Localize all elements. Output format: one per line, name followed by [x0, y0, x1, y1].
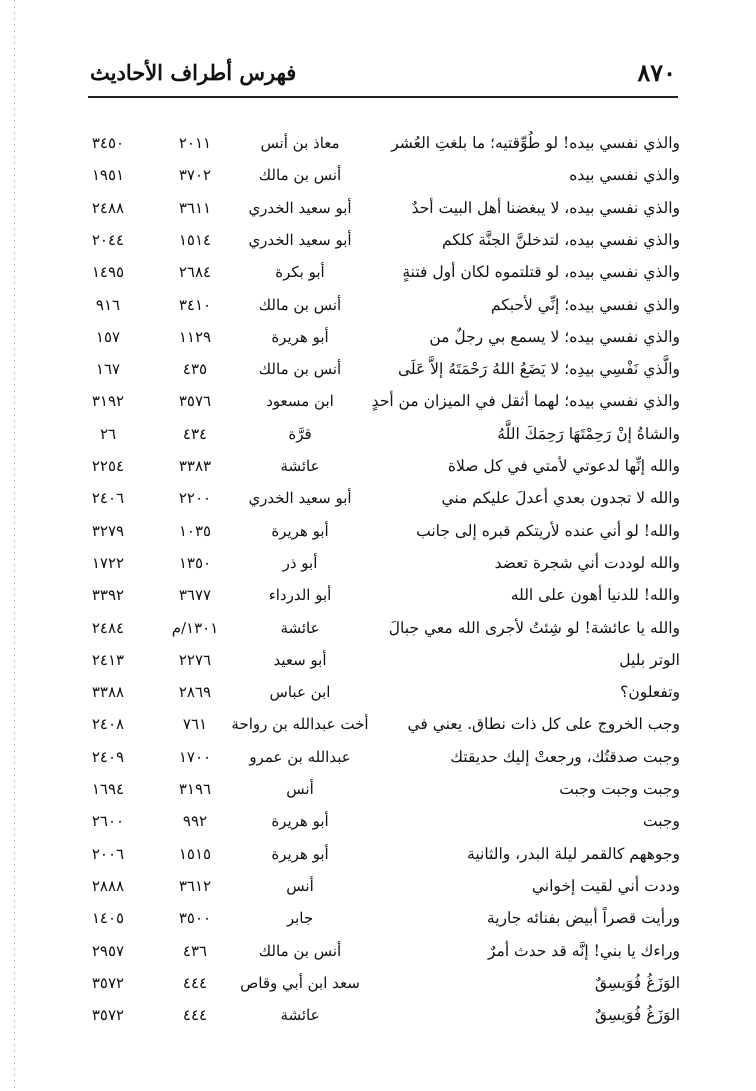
index-row [0, 128, 756, 158]
narrator-name: أنس بن مالك [258, 941, 342, 960]
hadith-text: وجوههم كالقمر ليلة البدر، والثانية [467, 844, 680, 863]
hadith-number: ٤٣٦ [182, 941, 208, 960]
page-reference: ٢٨٨٨ [91, 876, 125, 895]
page-reference: ٢٩٥٧ [91, 941, 125, 960]
hadith-text: الوَزَغُ فُوَيسِقٌ [594, 1006, 680, 1025]
page-reference: ٣٥٧٢ [91, 973, 125, 992]
narrator-name: عبدالله بن عمرو [249, 747, 351, 766]
narrator-name: عائشة [280, 1006, 320, 1025]
hadith-text: وتفعلون؟ [620, 683, 680, 702]
hadith-number: ٤٣٥ [182, 360, 208, 379]
index-row [0, 871, 756, 901]
index-row [0, 386, 756, 416]
narrator-name: أنس بن مالك [258, 166, 342, 185]
index-row [0, 645, 756, 675]
index-row [0, 548, 756, 578]
hadith-text: والَّذي نَفْسِي بيدِه؛ لا يَضَعُ اللهُ رَحْمَتَهُ إلاَّ عَلَى [397, 360, 680, 379]
narrator-name: معاذ بن أنس [260, 134, 340, 152]
hadith-text: ورأيت قصراً أبيض بفنائه جارية [486, 909, 680, 928]
page-reference: ٢٦ [99, 424, 117, 443]
narrator-name: أنس [286, 780, 314, 798]
hadith-number: ١١٢٩ [178, 327, 212, 346]
hadith-number: ١٣٠١/م [171, 618, 219, 637]
page-number: ٨٧٠ [637, 58, 676, 87]
hadith-number: ١٣٥٠ [178, 553, 212, 572]
hadith-text: وجبت صدقتُك، ورجعتْ إليك حديقتك [450, 747, 680, 766]
narrator-name: سعد ابن أبي وقاص [240, 973, 360, 992]
index-row [0, 677, 756, 707]
page-reference: ٢٤٨٤ [91, 618, 125, 637]
narrator-name: أخت عبدالله بن رواحة [231, 715, 369, 734]
page-reference: ٢٤٨٨ [91, 198, 125, 217]
index-row [0, 709, 756, 739]
index-row [0, 774, 756, 804]
index-row [0, 839, 756, 869]
hadith-text: والله لا تجدون بعدي أعدلَ عليكم مني [441, 489, 680, 508]
narrator-name: جابر [286, 909, 314, 928]
narrator-name: أنس بن مالك [258, 295, 342, 314]
page-reference: ١٤٩٥ [91, 263, 125, 282]
hadith-number: ٢٢٧٦ [178, 650, 212, 669]
index-row [0, 936, 756, 966]
page-reference: ٢٢٥٤ [91, 457, 125, 475]
hadith-number: ٢٦٨٤ [178, 263, 212, 282]
hadith-number: ٣٦١١ [178, 198, 212, 217]
narrator-name: أبو هريرة [271, 812, 329, 831]
hadith-text: وجب الخروج على كل ذات نطاق. يعني في [407, 715, 680, 734]
page-reference: ٢٠٤٤ [91, 230, 125, 249]
narrator-name: أبو بكرة [275, 263, 325, 282]
page-reference: ٢٤٠٦ [91, 489, 125, 508]
hadith-number: ٤٤٤ [182, 973, 208, 992]
page-reference: ١٩٥١ [91, 166, 125, 185]
narrator-name: عائشة [280, 457, 320, 475]
index-row [0, 193, 756, 223]
hadith-number: ٤٣٤ [182, 424, 208, 443]
hadith-number: ١٧٠٠ [178, 747, 212, 766]
index-row [0, 613, 756, 643]
hadith-number: ٣١٩٦ [178, 780, 212, 798]
page-reference: ٣٢٧٩ [91, 521, 125, 540]
hadith-number: ٢٨٦٩ [178, 683, 212, 702]
hadith-number: ٧٦١ [182, 715, 208, 734]
hadith-number: ٣٣٨٣ [178, 457, 212, 475]
index-row [0, 419, 756, 449]
narrator-name: أبو هريرة [271, 327, 329, 346]
hadith-text: وجبت وجبت وجبت [559, 780, 680, 798]
hadith-text: والذي نفسي بيده؛ لهما أثقل في الميزان من أحدٍ [371, 392, 680, 411]
hadith-text: والذي نفسي بيده؛ لا يسمع بي رجلٌ من [429, 327, 680, 346]
index-row [0, 451, 756, 481]
index-row [0, 225, 756, 255]
hadith-number: ١٠٣٥ [178, 521, 212, 540]
index-row [0, 354, 756, 384]
narrator-name: أبو سعيد [273, 650, 327, 669]
index-row [0, 290, 756, 320]
index-row [0, 968, 756, 998]
page-reference: ١٥٧ [95, 327, 121, 346]
narrator-name: أبو سعيد الخدري [248, 198, 352, 217]
page-reference: ٢٠٠٦ [91, 844, 125, 863]
hadith-number: ٢٢٠٠ [178, 489, 212, 508]
narrator-name: أنس بن مالك [258, 360, 342, 379]
hadith-text: وجبت [643, 812, 680, 831]
hadith-number: ٩٩٢ [182, 812, 208, 831]
page-reference: ٩١٦ [95, 295, 121, 314]
hadith-text: والله! لو أني عنده لأريتكم قبره إلى جانب [416, 521, 680, 540]
hadith-text: والذي نفسي بيده، لتدخلنَّ الجنَّة كلكم [441, 230, 680, 249]
hadith-number: ١٥١٥ [178, 844, 212, 863]
page-reference: ٣٥٧٢ [91, 1006, 125, 1025]
hadith-text: وددت أني لقيت إخواني [531, 876, 680, 895]
page-reference: ٢٤٠٩ [91, 747, 125, 766]
narrator-name: أبو هريرة [271, 521, 329, 540]
narrator-name: ابن عباس [269, 683, 331, 702]
narrator-name: أبو ذر [282, 553, 318, 572]
index-row [0, 516, 756, 546]
hadith-text: والذي نفسي بيده، لا يبغضنا أهل البيت أحدٌ [411, 198, 680, 217]
hadith-text: والذي نفسي بيده [569, 166, 680, 185]
hadith-text: الوَزَغُ فُوَيسِقٌ [594, 973, 680, 992]
page-reference: ١٦٧ [95, 360, 121, 379]
page-reference: ٣٤٥٠ [91, 134, 125, 152]
page-reference: ١٦٩٤ [91, 780, 125, 798]
hadith-text: والله! للدنيا أهون على الله [510, 586, 680, 605]
index-row [0, 806, 756, 836]
hadith-text: الوتر بليل [619, 650, 680, 669]
hadith-text: والشاةُ إنْ رَحِمْتَهَا رَحِمَكَ اللَّهُ [497, 424, 680, 443]
page-header [88, 54, 678, 98]
page-reference: ٢٤٠٨ [91, 715, 125, 734]
hadith-number: ٣٦١٢ [178, 876, 212, 895]
hadith-number: ٣٤١٠ [178, 295, 212, 314]
page-reference: ٣٣٨٨ [91, 683, 125, 702]
hadith-text: والله لوددت أني شجرة تعضد [494, 553, 680, 572]
narrator-name: عائشة [280, 618, 320, 637]
hadith-text: والذي نفسي بيده! لو طُوِّقتيه؛ ما بلغتِ العُشر [391, 134, 680, 152]
index-row [0, 742, 756, 772]
page-reference: ٢٤١٣ [91, 650, 125, 669]
hadith-number: ٤٤٤ [182, 1006, 208, 1025]
hadith-number: ٢٠١١ [178, 134, 212, 152]
index-row [0, 257, 756, 287]
hadith-text: والذي نفسي بيده، لو قتلتموه لكان أول فتنةٍ [402, 263, 680, 282]
hadith-number: ٣٦٧٧ [178, 586, 212, 605]
index-row [0, 903, 756, 933]
index-row [0, 322, 756, 352]
page-reference: ١٤٠٥ [91, 909, 125, 928]
hadith-number: ١٥١٤ [178, 230, 212, 249]
page-reference: ٣٣٩٢ [91, 586, 125, 605]
page-title: فهرس أطراف الأحاديث [90, 60, 297, 85]
hadith-text: والله إنِّها لدعوتي لأمتي في كل صلاة [447, 457, 680, 475]
hadith-number: ٣٧٠٢ [178, 166, 212, 185]
hadith-text: وراءك يا بني! إنَّه قد حدث أمرٌ [487, 941, 680, 960]
page-reference: ١٧٢٢ [91, 553, 125, 572]
narrator-name: قرَّة [288, 424, 312, 443]
hadith-number: ٣٥٧٦ [178, 392, 212, 411]
narrator-name: أبو سعيد الخدري [248, 489, 352, 508]
narrator-name: أبو هريرة [271, 844, 329, 863]
index-row [0, 1000, 756, 1030]
narrator-name: أنس [286, 876, 314, 895]
index-row [0, 483, 756, 513]
hadith-text: والله يا عائشة! لو شِئتُ لأجرى الله معي جبالَ [388, 618, 680, 637]
narrator-name: أبو سعيد الخدري [248, 230, 352, 249]
narrator-name: ابن مسعود [266, 392, 334, 411]
hadith-text: والذي نفسي بيده؛ إنِّي لأحبكم [490, 295, 680, 314]
narrator-name: أبو الدرداء [268, 586, 332, 605]
page-reference: ٣١٩٢ [91, 392, 125, 411]
hadith-number: ٣٥٠٠ [178, 909, 212, 928]
page-reference: ٢٦٠٠ [91, 812, 125, 831]
index-row [0, 580, 756, 610]
index-row [0, 160, 756, 190]
